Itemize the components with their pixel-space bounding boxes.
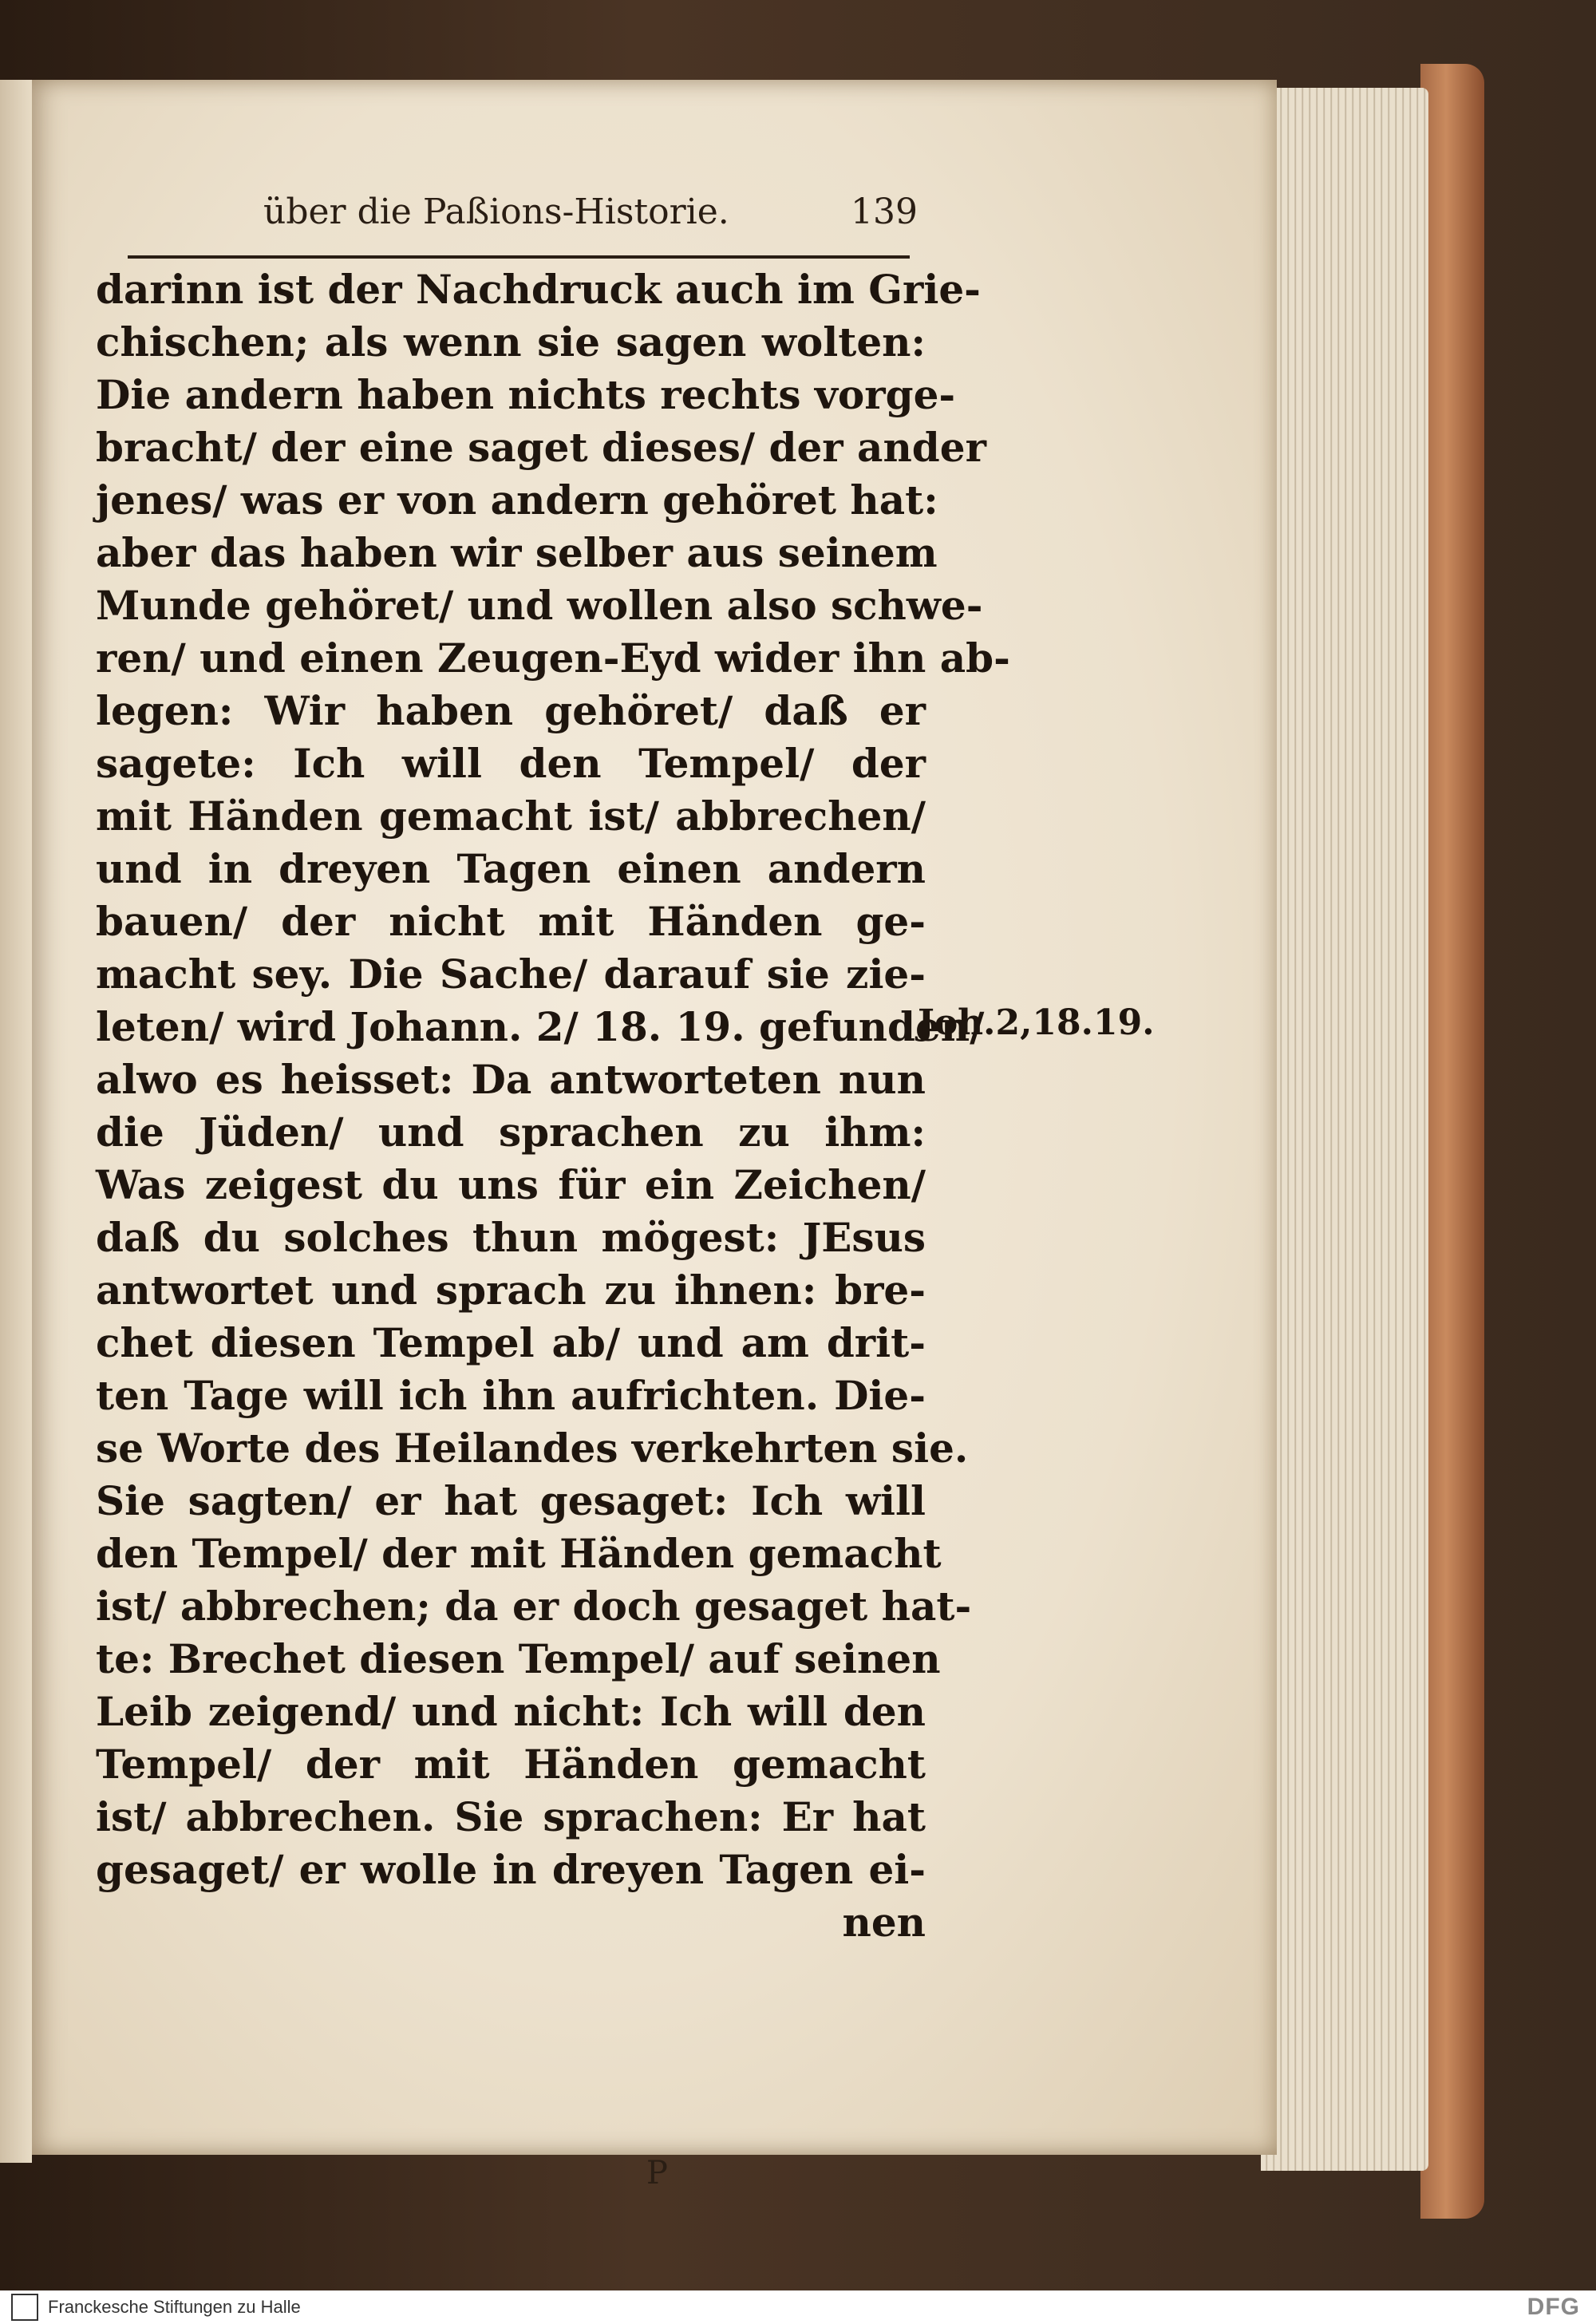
text-line: chischen; als wenn sie sagen wolten:	[96, 318, 926, 366]
text-line: gesaget/ er wolle in dreyen Tagen ei-	[96, 1846, 926, 1893]
text-line: te: Brechet diesen Tempel/ auf seinen	[96, 1635, 941, 1682]
text-line: Die andern haben nichts rechts vorge-	[96, 371, 956, 418]
margin-note: Joh.2,18.19.	[918, 1002, 1155, 1043]
text-line: aber das haben wir selber aus seinem	[96, 529, 938, 576]
text-line: sagete: Ich will den Tempel/ der	[96, 740, 926, 787]
text-line: se Worte des Heilandes verkehrten sie.	[96, 1425, 969, 1472]
text-line: alwo es heisset: Da antworteten nun	[96, 1056, 926, 1103]
text-line: macht sey. Die Sache/ darauf sie zie-	[96, 951, 926, 998]
text-line: legen: Wir haben gehöret/ daß er	[96, 687, 926, 734]
catchword: nen	[842, 1899, 926, 1946]
text-line: Leib zeigend/ und nicht: Ich will den	[96, 1688, 926, 1735]
text-line: Tempel/ der mit Händen gemacht	[96, 1741, 926, 1788]
text-line: bracht/ der eine saget dieses/ der ander	[96, 424, 986, 471]
running-head: über die Paßions-Historie.	[263, 192, 729, 232]
text-line: bauen/ der nicht mit Händen ge-	[96, 898, 926, 945]
text-line: ist/ abbrechen; da er doch gesaget hat-	[96, 1583, 972, 1630]
text-line: Sie sagten/ er hat gesaget: Ich will	[96, 1477, 926, 1524]
text-line: jenes/ was er von andern gehöret hat:	[96, 476, 938, 524]
facing-page-edge	[0, 80, 32, 2163]
text-line: leten/ wird Johann. 2/ 18. 19. gefunden/	[96, 1003, 985, 1050]
header-rule	[128, 255, 910, 259]
text-line: antwortet und sprach zu ihnen: bre-	[96, 1267, 926, 1314]
text-line: Was zeigest du uns für ein Zeichen/	[96, 1161, 926, 1208]
text-line: ist/ abbrechen. Sie sprachen: Er hat	[96, 1793, 926, 1840]
text-line: mit Händen gemacht ist/ abbrechen/	[96, 792, 926, 840]
text-line: ren/ und einen Zeugen-Eyd wider ihn ab-	[96, 634, 1010, 682]
body-text	[96, 263, 1010, 1949]
text-line: ten Tage will ich ihn aufrichten. Die-	[96, 1372, 926, 1419]
text-line: die Jüden/ und sprachen zu ihm:	[96, 1109, 926, 1156]
text-line: darinn ist der Nachdruck auch im Grie-	[96, 266, 981, 313]
text-line: chet diesen Tempel ab/ und am drit-	[96, 1319, 926, 1366]
text-line: Munde gehöret/ und wollen also schwe-	[96, 582, 983, 629]
page-fore-edge	[1261, 88, 1428, 2171]
dfg-logo: DFG	[1527, 2294, 1580, 2320]
institution-logo-icon	[11, 2294, 38, 2321]
text-line: den Tempel/ der mit Händen gemacht	[96, 1530, 942, 1577]
institution-name: Franckesche Stiftungen zu Halle	[48, 2297, 301, 2317]
text-line: daß du solches thun mögest: JEsus	[96, 1214, 926, 1261]
book-cover	[1420, 64, 1484, 2219]
page-number: 139	[851, 192, 918, 232]
text-line: und in dreyen Tagen einen andern	[96, 845, 926, 892]
signature-mark: P	[646, 2155, 668, 2192]
viewer-footer	[0, 2290, 1596, 2324]
page-header	[263, 184, 918, 239]
